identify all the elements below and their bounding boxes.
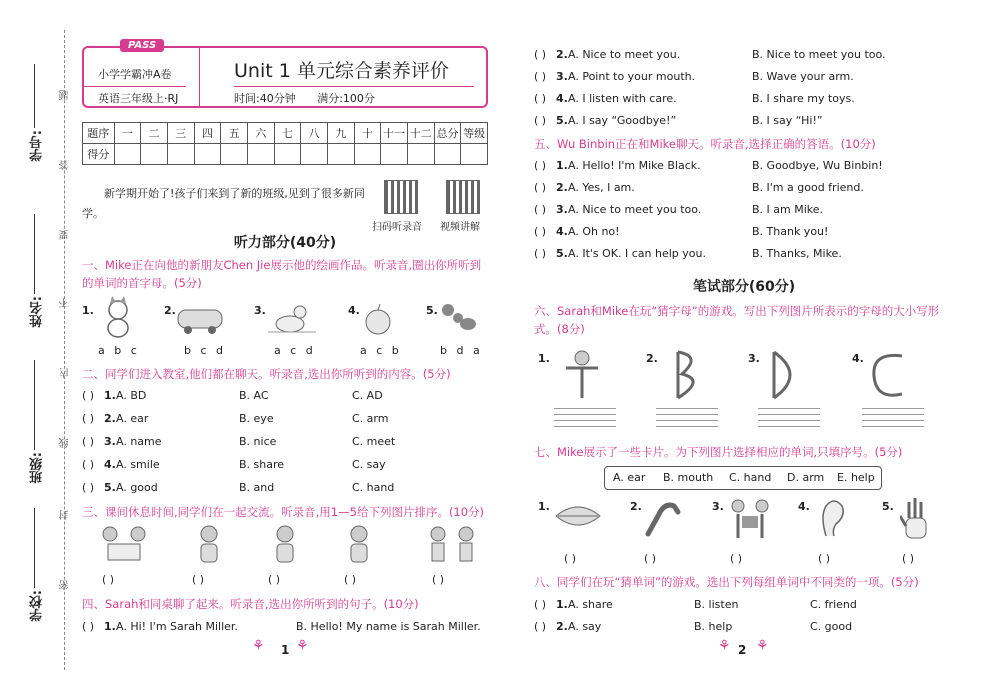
duck-icon <box>268 300 316 336</box>
ant-icon <box>438 298 478 336</box>
table-cell: 七 <box>274 123 301 144</box>
item-number: 5. <box>882 500 894 513</box>
option-b: B. listen <box>694 598 739 611</box>
answer-blank[interactable]: ( ) <box>818 552 831 565</box>
item-number: 3. <box>748 352 760 365</box>
question-7-title: 七、Mike展示了一些卡片。为下列图片选择相应的单词,只填序号。(5分) <box>534 445 903 459</box>
cat-icon <box>98 296 138 338</box>
option-a: A. Nice to meet you. <box>568 48 681 61</box>
qr-code-icon[interactable] <box>446 180 480 214</box>
seal-word: 线 <box>60 438 71 448</box>
answer-blank[interactable]: ( ) <box>534 92 547 105</box>
page-2 <box>534 0 954 687</box>
item-number: 1. <box>538 352 550 365</box>
word-option: E. help <box>837 471 875 484</box>
option-b: B. Thank you! <box>752 225 829 238</box>
option-b: B. I'm a good friend. <box>752 181 864 194</box>
student-id-line <box>34 64 35 128</box>
answer-blank[interactable]: ( ) <box>268 573 281 586</box>
ear-icon <box>818 496 846 540</box>
option-a: A. share <box>568 598 613 611</box>
option-a: A. Hi! I'm Sarah Miller. <box>116 620 238 633</box>
exam-header <box>82 40 488 108</box>
table-cell: 二 <box>141 123 168 144</box>
item-number: 4. <box>556 225 568 238</box>
answer-blank[interactable]: ( ) <box>82 458 95 471</box>
option-a: A. say <box>568 620 602 633</box>
score-cell[interactable] <box>194 144 221 165</box>
answer-blank[interactable]: ( ) <box>82 620 95 633</box>
option-letters[interactable]: b c d <box>184 344 224 357</box>
answer-blank[interactable]: ( ) <box>534 114 547 127</box>
score-cell[interactable] <box>274 144 301 165</box>
item-number: 3. <box>556 203 568 216</box>
option-c: C. arm <box>352 412 389 425</box>
kids-shaking-hands-picture <box>424 524 480 564</box>
name-label: 姓名: <box>30 296 45 328</box>
series-name: 小学学霸冲A卷 <box>98 68 172 81</box>
writing-lines[interactable] <box>862 408 924 432</box>
word-option: D. arm <box>787 471 825 484</box>
table-cell: 八 <box>301 123 328 144</box>
item-number: 2. <box>556 181 568 194</box>
option-a: A. name <box>116 435 162 448</box>
item-number: 4. <box>104 458 116 471</box>
cut-line <box>64 30 65 670</box>
score-cell[interactable] <box>407 144 434 165</box>
scan-audio-label: 扫码听录音 <box>372 222 422 233</box>
table-cell: 四 <box>194 123 221 144</box>
word-option: B. mouth <box>663 471 714 484</box>
item-number: 3. <box>254 304 266 317</box>
item-number: 2. <box>556 48 568 61</box>
question-2-title: 二、同学们进入教室,他们都在聊天。听录音,选出你所听到的内容。(5分) <box>82 367 451 381</box>
item-number: 4. <box>852 352 864 365</box>
option-b: B. and <box>239 481 275 494</box>
kids-reading-picture <box>94 524 154 564</box>
leaf-ornament-icon: ⚘ <box>718 638 731 654</box>
word-option: C. hand <box>729 471 772 484</box>
writing-lines[interactable] <box>758 408 820 432</box>
option-b: B. I say “Hi!” <box>752 114 823 127</box>
leaf-ornament-icon: ⚘ <box>756 638 769 654</box>
full-score: 满分:100分 <box>317 92 375 105</box>
letter-b-person-picture <box>668 348 708 402</box>
answer-blank[interactable]: ( ) <box>192 573 205 586</box>
mouth-icon <box>554 502 602 530</box>
table-cell: 总分 <box>434 123 461 144</box>
listening-section-title: 听力部分(40分) <box>233 235 337 251</box>
option-a: A. good <box>116 481 158 494</box>
table-cell: 十一 <box>381 123 408 144</box>
answer-blank[interactable]: ( ) <box>534 203 547 216</box>
option-letters[interactable]: a b c <box>98 344 137 357</box>
answer-blank[interactable]: ( ) <box>82 389 95 402</box>
letter-d-person-picture <box>766 348 806 402</box>
grade-label: 英语三年级上·RJ <box>84 86 186 106</box>
table-cell: 六 <box>247 123 274 144</box>
option-a: A. Point to your mouth. <box>568 70 696 83</box>
writing-lines[interactable] <box>656 408 718 432</box>
item-number: 1. <box>556 598 568 611</box>
answer-blank[interactable]: ( ) <box>534 159 547 172</box>
score-table <box>82 122 488 165</box>
item-number: 1. <box>104 620 116 633</box>
table-cell: 五 <box>221 123 248 144</box>
item-number: 1. <box>556 159 568 172</box>
option-letters[interactable]: b d a <box>440 344 480 357</box>
option-a: A. smile <box>116 458 160 471</box>
video-label: 视频讲解 <box>440 222 480 233</box>
score-cell[interactable] <box>434 144 461 165</box>
answer-blank[interactable]: ( ) <box>82 435 95 448</box>
score-table-header-row <box>83 123 488 144</box>
boy-picture <box>344 524 374 564</box>
option-b: B. eye <box>239 412 274 425</box>
seal-word: 题 <box>60 90 71 100</box>
score-cell[interactable] <box>247 144 274 165</box>
question-4-title: 四、Sarah和同桌聊了起来。听录音,选出你所听到的句子。(10分) <box>82 597 419 611</box>
score-cell[interactable] <box>354 144 381 165</box>
answer-blank[interactable]: ( ) <box>534 598 547 611</box>
bus-icon <box>176 306 224 336</box>
option-b: B. AC <box>239 389 269 402</box>
seal-word: 封 <box>60 510 71 520</box>
score-cell[interactable] <box>301 144 328 165</box>
option-c: C. AD <box>352 389 383 402</box>
item-number: 5. <box>104 481 116 494</box>
option-b: B. I am Mike. <box>752 203 824 216</box>
item-number: 5. <box>556 247 568 260</box>
apple-icon <box>362 304 394 336</box>
option-a: A. Hello! I'm Mike Black. <box>568 159 701 172</box>
exam-meta <box>234 86 474 106</box>
answer-blank[interactable]: ( ) <box>534 620 547 633</box>
item-number: 2. <box>164 304 176 317</box>
item-number: 1. <box>538 500 550 513</box>
seal-word: 内 <box>60 368 71 378</box>
item-number: 3. <box>556 70 568 83</box>
seal-word: 不 <box>60 298 71 308</box>
option-c: C. meet <box>352 435 396 448</box>
student-id-label: 学号: <box>30 130 45 162</box>
seal-word: 答 <box>60 160 71 170</box>
option-a: A. I say “Goodbye!” <box>568 114 677 127</box>
question-6-title: 六、Sarah和Mike在玩“猜字母”的游戏。写出下列图片所表示的字母的大小写形式。(8分) <box>534 304 940 336</box>
option-letters[interactable]: a c d <box>274 344 313 357</box>
table-cell: 九 <box>327 123 354 144</box>
seal-word: 要 <box>60 230 71 240</box>
table-cell: 题序 <box>83 123 115 144</box>
score-cell[interactable] <box>381 144 408 165</box>
option-c: C. good <box>810 620 853 633</box>
answer-blank[interactable]: ( ) <box>902 552 915 565</box>
word-option: A. ear <box>613 471 646 484</box>
option-a: A. ear <box>116 412 149 425</box>
hand-icon <box>900 496 930 542</box>
option-c: C. hand <box>352 481 395 494</box>
question-1-title: 一、Mike正在向他的新朋友Chen Jie展示他的绘画作品。听录音,圈出你所听到的单词的首字母。(5分) <box>82 258 482 290</box>
option-b: B. Hello! My name is Sarah Miller. <box>296 620 481 633</box>
item-number: 2. <box>646 352 658 365</box>
arm-icon <box>644 498 684 538</box>
intro-text: 新学期开始了!孩子们来到了新的班级,见到了很多新同学。 <box>82 187 365 220</box>
answer-blank[interactable]: ( ) <box>432 573 445 586</box>
page-number: 1 <box>281 643 290 657</box>
answer-blank[interactable]: ( ) <box>534 181 547 194</box>
answer-blank[interactable]: ( ) <box>730 552 743 565</box>
option-a: A. Yes, I am. <box>568 181 635 194</box>
answer-blank[interactable]: ( ) <box>534 70 547 83</box>
question-8-title: 八、同学们在玩“猜单词”的游戏。选出下列每组单词中不同类的一项。(5分) <box>534 575 919 589</box>
option-b: B. nice <box>239 435 277 448</box>
pass-logo: PASS <box>120 39 164 52</box>
option-b: B. Thanks, Mike. <box>752 247 842 260</box>
table-cell: 等级 <box>461 123 488 144</box>
item-number: 3. <box>712 500 724 513</box>
answer-blank[interactable]: ( ) <box>82 412 95 425</box>
answer-blank[interactable]: ( ) <box>534 48 547 61</box>
option-b: B. Wave your arm. <box>752 70 854 83</box>
score-cell[interactable] <box>221 144 248 165</box>
answer-blank[interactable]: ( ) <box>344 573 357 586</box>
word-bank <box>604 466 882 490</box>
item-number: 1. <box>104 389 116 402</box>
question-5-title: 五、Wu Binbin正在和Mike聊天。听录音,选择正确的答语。(10分) <box>534 137 876 151</box>
item-number: 2. <box>630 500 642 513</box>
option-letters[interactable]: a c b <box>360 344 399 357</box>
girl-waving-picture <box>270 524 300 564</box>
option-b: B. Nice to meet you too. <box>752 48 886 61</box>
answer-blank[interactable]: ( ) <box>102 573 115 586</box>
option-c: C. say <box>352 458 386 471</box>
answer-blank[interactable]: ( ) <box>534 225 547 238</box>
leaf-ornament-icon: ⚘ <box>252 638 265 654</box>
qr-code-icon[interactable] <box>384 180 418 214</box>
score-cell[interactable] <box>461 144 488 165</box>
item-number: 5. <box>426 304 438 317</box>
leaf-ornament-icon: ⚘ <box>296 638 309 654</box>
table-cell: 十二 <box>407 123 434 144</box>
item-number: 2. <box>556 620 568 633</box>
score-cell[interactable] <box>167 144 194 165</box>
table-cell: 三 <box>167 123 194 144</box>
answer-blank[interactable]: ( ) <box>564 552 577 565</box>
item-number: 1. <box>82 304 94 317</box>
item-number: 4. <box>798 500 810 513</box>
option-a: A. Oh no! <box>568 225 620 238</box>
option-a: A. I listen with care. <box>568 92 677 105</box>
name-line <box>34 214 35 294</box>
answer-blank[interactable]: ( ) <box>534 247 547 260</box>
option-a: A. It's OK. I can help you. <box>568 247 706 260</box>
option-b: B. share <box>239 458 285 471</box>
item-number: 3. <box>104 435 116 448</box>
help-icon <box>726 496 774 542</box>
seal-word: 密 <box>60 580 71 590</box>
option-b: B. I share my toys. <box>752 92 855 105</box>
score-cell[interactable] <box>327 144 354 165</box>
table-cell: 十 <box>354 123 381 144</box>
table-cell: 一 <box>114 123 141 144</box>
answer-blank[interactable]: ( ) <box>644 552 657 565</box>
school-line <box>34 508 35 588</box>
series-box <box>84 48 200 106</box>
class-line <box>34 360 35 450</box>
score-cell[interactable] <box>114 144 141 165</box>
letter-c-person-picture <box>868 348 908 402</box>
item-number: 2. <box>104 412 116 425</box>
item-number: 4. <box>556 92 568 105</box>
question-3-title: 三、课间休息时间,同学们在一起交流。听录音,用1—5给下列图片排序。(10分) <box>82 505 485 519</box>
binding-margin <box>0 0 80 687</box>
writing-lines[interactable] <box>554 408 616 432</box>
score-cell[interactable] <box>141 144 168 165</box>
table-cell: 得分 <box>83 144 115 165</box>
option-b: B. help <box>694 620 733 633</box>
class-label: 班级: <box>30 452 45 484</box>
time-limit: 时间:40分钟 <box>234 92 296 105</box>
page-number: 2 <box>738 643 747 657</box>
school-label: 学校: <box>30 590 45 622</box>
written-section-title: 笔试部分(60分) <box>692 279 796 295</box>
page-1 <box>82 0 494 687</box>
option-a: A. Nice to meet you too. <box>568 203 702 216</box>
page-title: Unit 1 单元综合素养评价 <box>234 60 449 82</box>
item-number: 5. <box>556 114 568 127</box>
answer-blank[interactable]: ( ) <box>82 481 95 494</box>
option-c: C. friend <box>810 598 857 611</box>
option-a: A. BD <box>116 389 147 402</box>
item-number: 4. <box>348 304 360 317</box>
letter-t-person-picture <box>562 348 602 402</box>
girl-picture <box>194 524 224 564</box>
score-table-score-row <box>83 144 488 165</box>
option-b: B. Goodbye, Wu Binbin! <box>752 159 883 172</box>
